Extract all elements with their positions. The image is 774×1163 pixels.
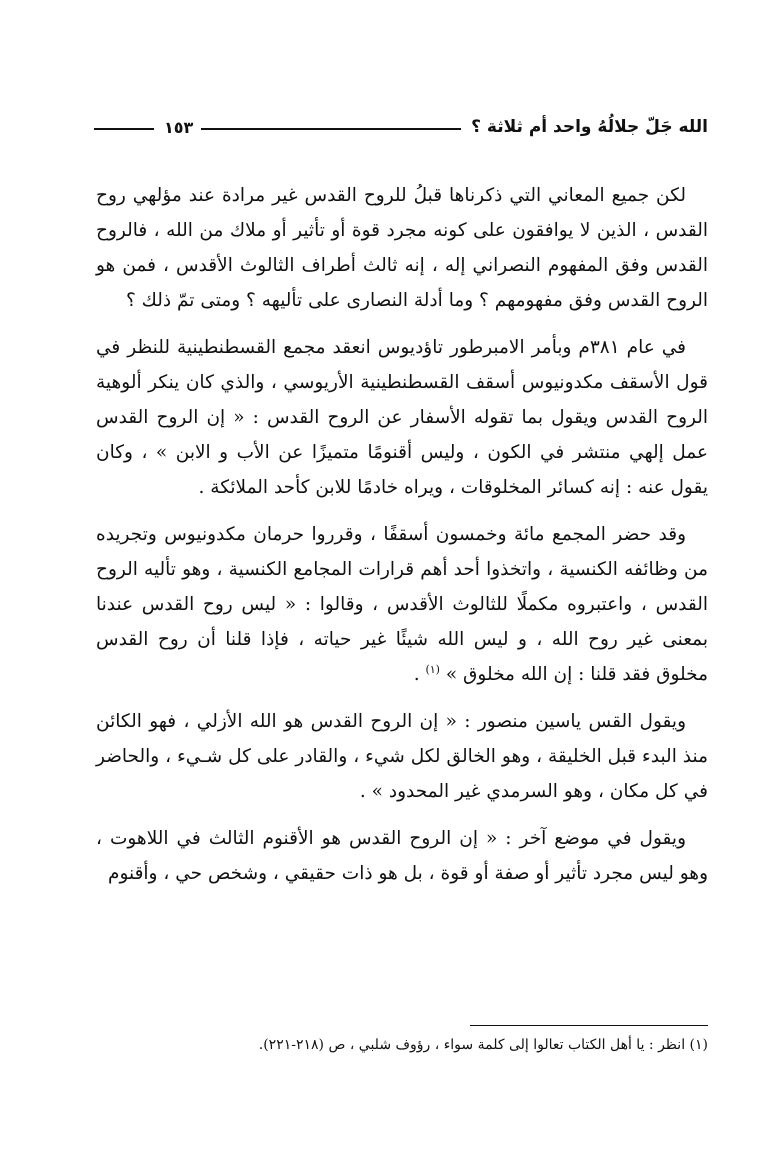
body-text <box>96 178 708 903</box>
paragraph-3-end: . <box>413 664 426 685</box>
running-header <box>94 112 708 142</box>
paragraph-1: لكن جميع المعاني التي ذكرناها قبلُ للروح القدس غير مرادة عند مؤلهي روح القدس ، الذين لا يوافقون على كونه مجرد قوة أو تأثير أو ملاك من الله ، فالروح القدس وفق المفهوم النصراني إله ، إنه ثالث أطراف الثالوث الأقدس ، فمن هو الروح القدس وفق مفهومهم ؟ وما أدلة النصارى على تأليهه ؟ ومتى تمّ ذلك ؟ <box>96 185 708 311</box>
footnote-reference: (١) <box>425 662 440 676</box>
paragraph-4: ويقول القس ياسين منصور : « إن الروح القدس هو الله الأزلي ، فهو الكائن منذ البدء قبل الخليقة ، وهو الخالق لكل شيء ، والقادر على كل شـيء ، والحاضر في كل مكان ، وهو السرمدي غير المحدود » . <box>96 711 708 802</box>
page-number: ١٥٣ <box>164 117 194 137</box>
header-rule <box>201 128 461 130</box>
paragraph-3 <box>96 517 708 692</box>
paragraph-2: في عام ٣٨١م وبأمر الامبرطور تاؤديوس انعقد مجمع القسطنطينية للنظر في قول الأسقف مكدونيوس أسقف القسطنطينية الأريوسي ، والذي كان ينكر ألوهية الروح القدس ويقول بما تقوله الأسفار عن الروح القدس : « إن الروح القدس عمل إلهي منتشر في الكون ، وليس أقنومًا متميزًا عن الأب و الابن » ، وكان يقول عنه : إنه كسائر المخلوقات ، ويراه خادمًا للابن كأحد الملائكة . <box>96 337 708 498</box>
paragraph-3-text: وقد حضر المجمع مائة وخمسون أسقفًا ، وقرروا حرمان مكدونيوس وتجريده من وظائفه الكنسية ، واتخذوا أحد أهم قرارات المجامع الكنسية ، وهو تأليه الروح القدس ، واعتبروه مكملًا للثالوث الأقدس ، وقالوا : « ليس روح القدس عندنا بمعنى غير روح الله ، و ليس الله شيئًا غير حياته ، فإذا قلنا أن روح القدس مخلوق فقد قلنا : إن الله مخلوق » <box>96 524 708 685</box>
footnote-divider <box>470 1025 708 1026</box>
footnote: (١) انظر : يا أهل الكتاب تعالوا إلى كلمة سواء ، رؤوف شلبي ، ص (٢١٨-٢٢١). <box>258 1037 708 1053</box>
paragraph-5: ويقول في موضع آخر : « إن الروح القدس هو الأقنوم الثالث في اللاهوت ، وهو ليس مجرد تأثير أو صفة أو قوة ، بل هو ذات حقيقي ، وشخص حي ، وأقنوم <box>96 828 708 884</box>
header-title: الله جَلّ جلالُهُ واحد أم ثلاثة ؟ <box>471 117 708 137</box>
header-rule-end <box>94 128 154 130</box>
